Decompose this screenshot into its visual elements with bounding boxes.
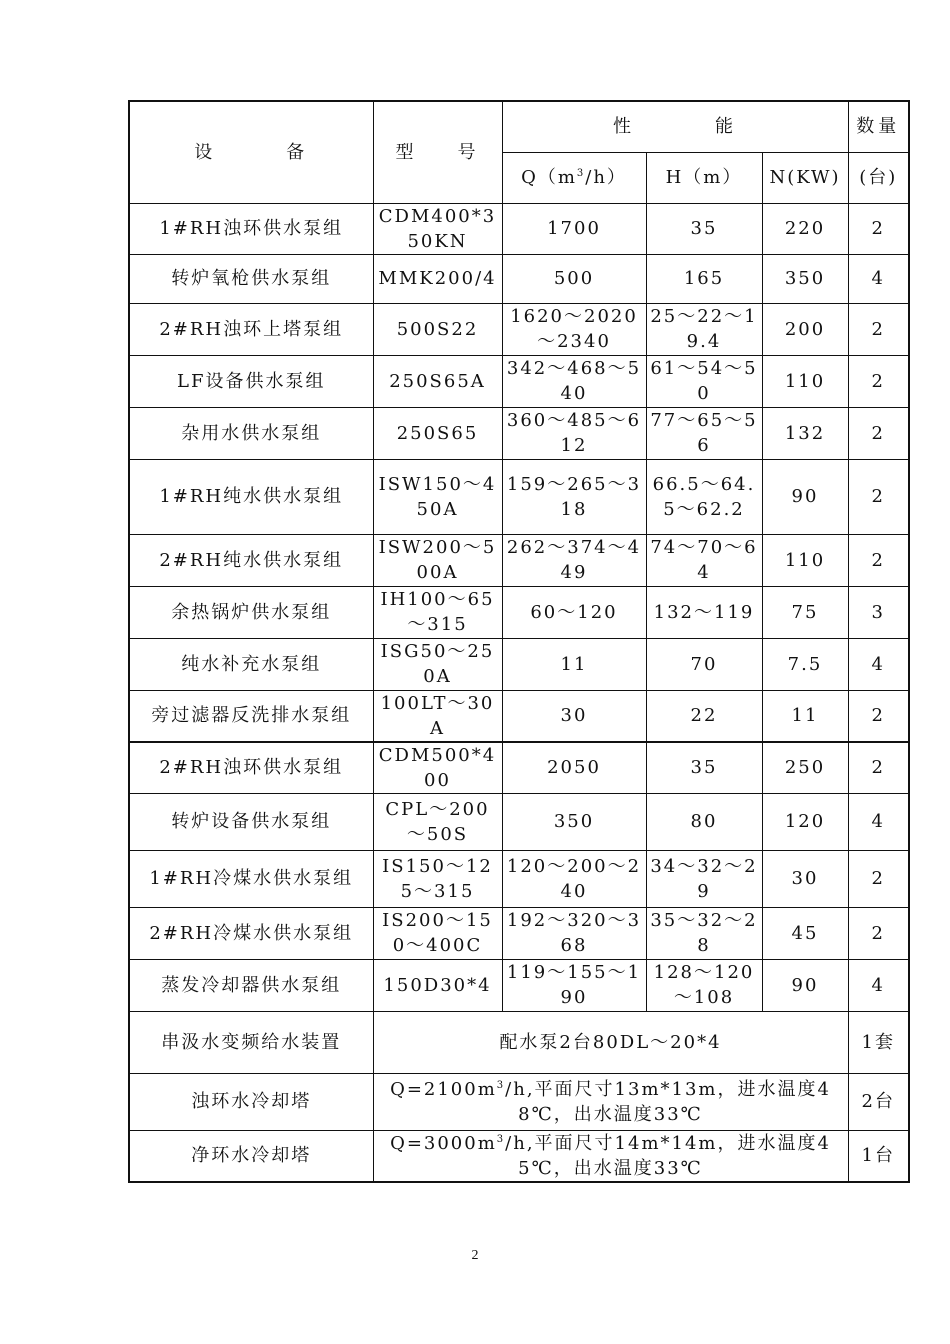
cell-q: 120～200～240	[502, 850, 646, 907]
header-equipment: 设 备	[129, 101, 373, 203]
cell-name: 杂用水供水泵组	[129, 407, 373, 459]
cell-h: 66.5～64.5～62.2	[646, 459, 762, 534]
cell-n: 30	[762, 850, 848, 907]
table-row	[129, 638, 909, 690]
header-unit: (台)	[848, 152, 909, 203]
cell-name: 2#RH冷煤水供水泵组	[129, 907, 373, 959]
cell-name: 2#RH纯水供水泵组	[129, 534, 373, 586]
table-body	[129, 203, 909, 1182]
cell-h: 70	[646, 638, 762, 690]
table-row	[129, 254, 909, 303]
table-row	[129, 1073, 909, 1130]
cell-h: 35	[646, 203, 762, 254]
cell-q: 1700	[502, 203, 646, 254]
cell-name: 1#RH纯水供水泵组	[129, 459, 373, 534]
table-row	[129, 907, 909, 959]
cell-h: 165	[646, 254, 762, 303]
cell-qty: 4	[848, 254, 909, 303]
table-row	[129, 959, 909, 1011]
cell-q: 119～155～190	[502, 959, 646, 1011]
cell-model: CDM500*400	[373, 742, 502, 794]
cell-name: 余热锅炉供水泵组	[129, 586, 373, 638]
cell-n: 75	[762, 586, 848, 638]
cell-name: 串汲水变频给水装置	[129, 1011, 373, 1073]
cell-n: 110	[762, 534, 848, 586]
cell-qty: 2	[848, 850, 909, 907]
header-q: $Q(m^3/h)$	[502, 152, 646, 203]
cell-n: 110	[762, 355, 848, 407]
cell-model: ISW200～500A	[373, 534, 502, 586]
cell-qty: 4	[848, 793, 909, 850]
cell-model: CPL～200～50S	[373, 793, 502, 850]
cell-n: 220	[762, 203, 848, 254]
cell-n: 45	[762, 907, 848, 959]
table-row	[129, 1011, 909, 1073]
cell-q: 500	[502, 254, 646, 303]
cell-name: 纯水补充水泵组	[129, 638, 373, 690]
cell-n: 250	[762, 742, 848, 794]
cell-qty: 1套	[848, 1011, 909, 1073]
header-performance: 性 能	[502, 101, 848, 152]
table-row	[129, 534, 909, 586]
cell-q: 30	[502, 690, 646, 742]
cell-n: 132	[762, 407, 848, 459]
cell-n: 11	[762, 690, 848, 742]
cell-name: 蒸发冷却器供水泵组	[129, 959, 373, 1011]
cell-qty: 4	[848, 959, 909, 1011]
cell-name: 浊环水冷却塔	[129, 1073, 373, 1130]
table-row	[129, 1130, 909, 1182]
table-row	[129, 690, 909, 742]
cell-model: IH100～65～315	[373, 586, 502, 638]
cell-q: 262～374～449	[502, 534, 646, 586]
cell-n: 7.5	[762, 638, 848, 690]
cell-h: 77～65～56	[646, 407, 762, 459]
table-row	[129, 850, 909, 907]
cell-h: 61～54～50	[646, 355, 762, 407]
header-quantity: 数量	[848, 101, 909, 152]
table-row	[129, 355, 909, 407]
cell-name: 1#RH冷煤水供水泵组	[129, 850, 373, 907]
cell-h: 35～32～28	[646, 907, 762, 959]
cell-qty: 2	[848, 303, 909, 355]
table-row	[129, 407, 909, 459]
cell-h: 132～119	[646, 586, 762, 638]
cell-name: 1#RH浊环供水泵组	[129, 203, 373, 254]
cell-q: 192～320～368	[502, 907, 646, 959]
cell-q: 159～265～318	[502, 459, 646, 534]
cell-model: MMK200/4	[373, 254, 502, 303]
cell-model: 150D30*4	[373, 959, 502, 1011]
cell-model: 250S65	[373, 407, 502, 459]
cell-model: ISW150～450A	[373, 459, 502, 534]
cell-name: 净环水冷却塔	[129, 1130, 373, 1182]
cell-h: 74～70～64	[646, 534, 762, 586]
cell-name: 旁过滤器反洗排水泵组	[129, 690, 373, 742]
cell-qty: 3	[848, 586, 909, 638]
page-number: 2	[471, 1248, 479, 1263]
equipment-table	[128, 100, 910, 1183]
cell-q: 60～120	[502, 586, 646, 638]
cell-n: 90	[762, 459, 848, 534]
cell-h: 34～32～29	[646, 850, 762, 907]
table-row	[129, 793, 909, 850]
cell-qty: 2	[848, 742, 909, 794]
cell-description: 配水泵2台80DL～20*4	[373, 1011, 848, 1073]
cell-qty: 1台	[848, 1130, 909, 1182]
cell-q: 360～485～612	[502, 407, 646, 459]
header-model: 型 号	[373, 101, 502, 203]
cell-model: 100LT～30A	[373, 690, 502, 742]
cell-n: 120	[762, 793, 848, 850]
cell-qty: 2	[848, 690, 909, 742]
cell-name: LF设备供水泵组	[129, 355, 373, 407]
cell-model: 250S65A	[373, 355, 502, 407]
table-row	[129, 459, 909, 534]
cell-qty: 2	[848, 407, 909, 459]
cell-qty: 2台	[848, 1073, 909, 1130]
cell-qty: 2	[848, 355, 909, 407]
cell-qty: 2	[848, 907, 909, 959]
cell-q: 2050	[502, 742, 646, 794]
header-n: N(KW)	[762, 152, 848, 203]
cell-name: 2#RH浊环上塔泵组	[129, 303, 373, 355]
table-row	[129, 203, 909, 254]
cell-q: 342～468～540	[502, 355, 646, 407]
cell-n: 350	[762, 254, 848, 303]
cell-description: $Q=3000m^3/h$,平面尺寸14m*14m，进水温度45℃，出水温度33℃	[373, 1130, 848, 1182]
cell-description: $Q=2100m^3/h$,平面尺寸13m*13m，进水温度48℃，出水温度33℃	[373, 1073, 848, 1130]
table-row	[129, 303, 909, 355]
cell-h: 25～22～19.4	[646, 303, 762, 355]
cell-q: 350	[502, 793, 646, 850]
cell-q: 1620～2020～2340	[502, 303, 646, 355]
cell-qty: 2	[848, 534, 909, 586]
cell-model: IS200～150～400C	[373, 907, 502, 959]
cell-n: 90	[762, 959, 848, 1011]
cell-model: 500S22	[373, 303, 502, 355]
cell-name: 2#RH浊环供水泵组	[129, 742, 373, 794]
cell-name: 转炉设备供水泵组	[129, 793, 373, 850]
cell-model: ISG50～250A	[373, 638, 502, 690]
cell-h: 80	[646, 793, 762, 850]
cell-qty: 4	[848, 638, 909, 690]
cell-n: 200	[762, 303, 848, 355]
cell-model: CDM400*350KN	[373, 203, 502, 254]
cell-h: 22	[646, 690, 762, 742]
table-row	[129, 742, 909, 794]
cell-h: 35	[646, 742, 762, 794]
cell-q: 11	[502, 638, 646, 690]
cell-qty: 2	[848, 459, 909, 534]
header-h: H（m）	[646, 152, 762, 203]
cell-h: 128～120～108	[646, 959, 762, 1011]
cell-qty: 2	[848, 203, 909, 254]
cell-name: 转炉氧枪供水泵组	[129, 254, 373, 303]
cell-model: IS150～125～315	[373, 850, 502, 907]
table-row	[129, 586, 909, 638]
